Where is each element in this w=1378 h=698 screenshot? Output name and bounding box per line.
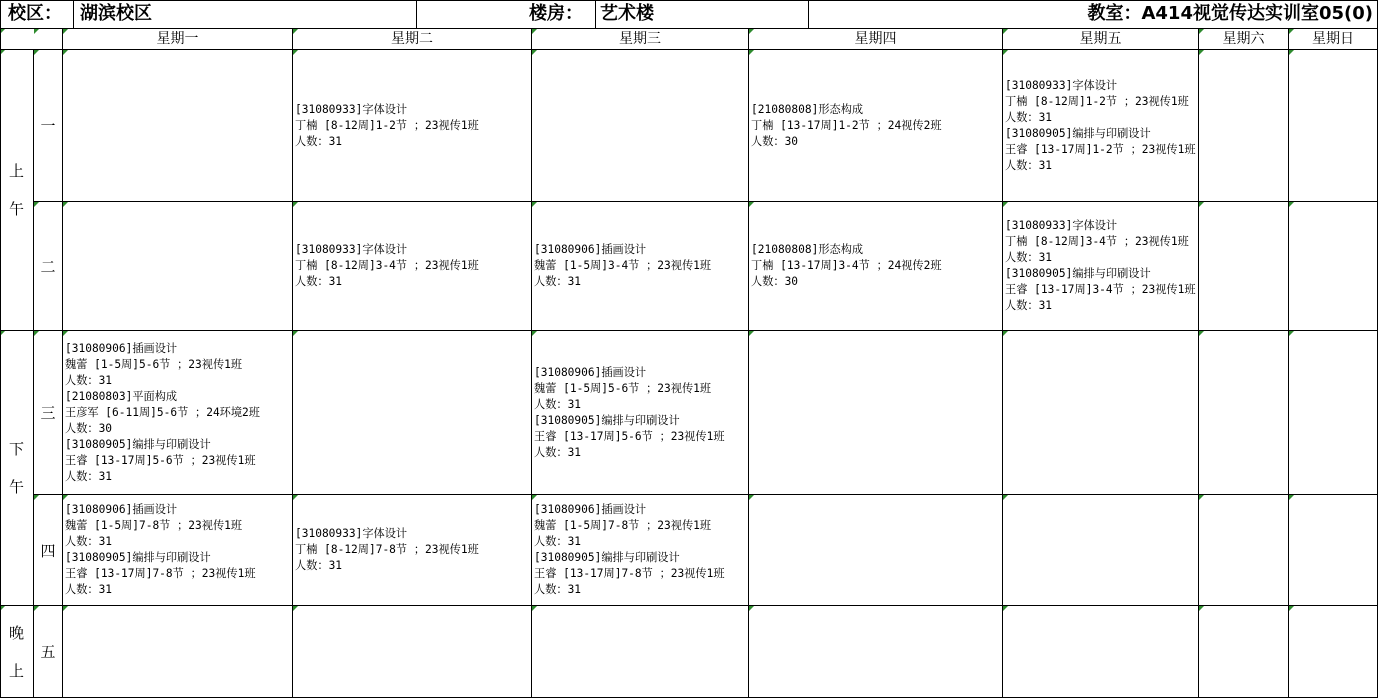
- cell-marker: [1199, 606, 1204, 611]
- period-label-2: [34, 202, 63, 331]
- schedule-cell-p2-d5: [1003, 202, 1199, 331]
- schedule-cell-p1-d6: [1199, 50, 1289, 202]
- schedule-cell-p5-d7: [1289, 606, 1378, 698]
- building-label: 楼房：: [529, 3, 583, 24]
- section-label-3: [0, 606, 34, 698]
- schedule-cell-p1-d3: [532, 50, 749, 202]
- day-header-3: 星期三: [532, 29, 749, 50]
- cell-marker: [0, 50, 5, 55]
- cell-marker: [34, 606, 39, 611]
- section-char: 上: [8, 162, 24, 180]
- cell-marker: [293, 495, 298, 500]
- section-char: 上: [8, 661, 24, 680]
- schedule-cell-p3-d1: [63, 331, 293, 495]
- day-header-row: [0, 29, 1378, 50]
- course-entry: [31080906]插画设计 魏蕾 [1-5周]5-6节 ；23视传1班 人数：31 [21080803]平面构成 王彦军 [6-11周]5-6节 ；24环境2班 人数：30 [31080905]编排与印刷设计 王睿 [13-17周]5-6节 ；23视传1班 人数：31: [65, 341, 260, 483]
- cell-marker: [1003, 495, 1008, 500]
- period-number: 一: [40, 117, 56, 135]
- period-number: 五: [40, 643, 56, 661]
- schedule-cell-p4-d1: [63, 495, 293, 606]
- schedule-cell-p5-d2: [293, 606, 532, 698]
- cell-marker: [1289, 29, 1294, 34]
- campus-value: 湖滨校区: [80, 3, 152, 24]
- cell-marker: [293, 606, 298, 611]
- course-entry: [31080906]插画设计 魏蕾 [1-5周]7-8节 ；23视传1班 人数：31 [31080905]编排与印刷设计 王睿 [13-17周]7-8节 ；23视传1班 人数：31: [534, 503, 725, 596]
- schedule-cell-p2-d6: [1199, 202, 1289, 331]
- course-entry: [31080933]字体设计 丁楠 [8-12周]1-2节 ；23视传1班 人数：31: [295, 102, 479, 148]
- cell-marker: [1199, 202, 1204, 207]
- schedule-cell-p1-d4: [749, 50, 1003, 202]
- schedule-cell-p4-d7: [1289, 495, 1378, 606]
- schedule-cell-p1-d1: [63, 50, 293, 202]
- schedule-cell-p2-d4: [749, 202, 1003, 331]
- course-entry: [21080808]形态构成 丁楠 [13-17周]1-2节 ；24视传2班 人数：30: [751, 102, 942, 148]
- building-divider: [595, 0, 596, 28]
- cell-marker: [749, 331, 754, 336]
- section-label-1: [0, 50, 34, 331]
- day-header-4: 星期四: [749, 29, 1003, 50]
- building-header-cell: [417, 0, 809, 29]
- cell-marker: [34, 29, 39, 34]
- schedule-cell-p2-d2: [293, 202, 532, 331]
- course-entry: [31080906]插画设计 魏蕾 [1-5周]5-6节 ；23视传1班 人数：31 [31080905]编排与印刷设计 王睿 [13-17周]5-6节 ；23视传1班 人数：31: [534, 365, 725, 459]
- schedule-cell-p2-d3: [532, 202, 749, 331]
- day-header-2: 星期二: [293, 29, 532, 50]
- period-number: 二: [40, 257, 56, 276]
- schedule-cell-p4-d5: [1003, 495, 1199, 606]
- schedule-cell-p5-d1: [63, 606, 293, 698]
- cell-marker: [1289, 331, 1294, 336]
- cell-marker: [1199, 29, 1204, 34]
- cell-marker: [1003, 331, 1008, 336]
- cell-marker: [63, 50, 68, 55]
- course-entry: [31080933]字体设计 丁楠 [8-12周]3-4节 ；23视传1班 人数：31 [31080905]编排与印刷设计 王睿 [13-17周]3-4节 ；23视传1班 人数：31: [1005, 219, 1196, 312]
- day-header-7: 星期日: [1289, 29, 1378, 50]
- cell-marker: [63, 202, 68, 207]
- cell-marker: [293, 202, 298, 207]
- course-entry: [31080933]字体设计 丁楠 [8-12周]7-8节 ；23视传1班 人数：31: [295, 527, 479, 572]
- room-title: 教室：A414视觉传达实训室05(0): [1087, 3, 1373, 24]
- cell-marker: [1199, 50, 1204, 55]
- cell-marker: [1289, 202, 1294, 207]
- cell-marker: [749, 50, 754, 55]
- cell-marker: [63, 29, 68, 34]
- schedule-cell-p4-d4: [749, 495, 1003, 606]
- campus-label: 校区：: [8, 3, 62, 24]
- day-header-5: 星期五: [1003, 29, 1199, 50]
- cell-marker: [0, 606, 5, 611]
- section-char: 午: [8, 200, 24, 218]
- schedule-cell-p4-d2: [293, 495, 532, 606]
- period-number: 四: [40, 541, 56, 560]
- cell-marker: [1003, 606, 1008, 611]
- cell-marker: [532, 29, 537, 34]
- cell-marker: [1289, 606, 1294, 611]
- schedule-cell-p5-d6: [1199, 606, 1289, 698]
- cell-marker: [1199, 495, 1204, 500]
- cell-marker: [1289, 50, 1294, 55]
- schedule-cell-p1-d5: [1003, 50, 1199, 202]
- schedule-cell-p3-d7: [1289, 331, 1378, 495]
- cell-marker: [1003, 202, 1008, 207]
- section-char: 晚: [8, 623, 24, 642]
- cell-marker: [293, 50, 298, 55]
- section-label-2: [0, 331, 34, 606]
- course-entry: [31080906]插画设计 魏蕾 [1-5周]3-4节 ；23视传1班 人数：31: [534, 243, 712, 288]
- schedule-cell-p3-d5: [1003, 331, 1199, 495]
- cell-marker: [749, 606, 754, 611]
- day-header-6: 星期六: [1199, 29, 1289, 50]
- course-entry: [31080933]字体设计 丁楠 [8-12周]1-2节 ；23视传1班 人数：31 [31080905]编排与印刷设计 王睿 [13-17周]1-2节 ；23视传1班 人数：31: [1005, 78, 1196, 172]
- corner-cell: [0, 29, 63, 50]
- schedule-cell-p5-d4: [749, 606, 1003, 698]
- campus-divider: [73, 0, 74, 28]
- cell-marker: [293, 331, 298, 336]
- cell-marker: [532, 202, 537, 207]
- cell-marker: [1003, 29, 1008, 34]
- cell-marker: [532, 331, 537, 336]
- schedule-cell-p1-d2: [293, 50, 532, 202]
- cell-marker: [749, 495, 754, 500]
- cell-marker: [0, 29, 5, 34]
- schedule-cell-p5-d3: [532, 606, 749, 698]
- cell-marker: [1003, 50, 1008, 55]
- period-number: 三: [40, 404, 56, 422]
- cell-marker: [749, 29, 754, 34]
- cell-marker: [34, 50, 39, 55]
- section-char: 下: [8, 440, 24, 458]
- cell-marker: [532, 606, 537, 611]
- room-header-cell: [809, 0, 1378, 29]
- course-entry: [31080906]插画设计 魏蕾 [1-5周]7-8节 ；23视传1班 人数：31 [31080905]编排与印刷设计 王睿 [13-17周]7-8节 ；23视传1班 人数：31: [65, 503, 256, 596]
- period-label-3: [34, 331, 63, 495]
- schedule-cell-p1-d7: [1289, 50, 1378, 202]
- cell-marker: [63, 331, 68, 336]
- course-entry: [21080808]形态构成 丁楠 [13-17周]3-4节 ；24视传2班 人数：30: [751, 243, 942, 288]
- course-entry: [31080933]字体设计 丁楠 [8-12周]3-4节 ；23视传1班 人数：31: [295, 243, 479, 288]
- period-label-5: [34, 606, 63, 698]
- cell-marker: [63, 495, 68, 500]
- schedule-cell-p2-d1: [63, 202, 293, 331]
- schedule-cell-p4-d6: [1199, 495, 1289, 606]
- period-label-4: [34, 495, 63, 606]
- cell-marker: [34, 495, 39, 500]
- cell-marker: [749, 202, 754, 207]
- schedule-cell-p3-d4: [749, 331, 1003, 495]
- cell-marker: [532, 495, 537, 500]
- schedule-cell-p3-d3: [532, 331, 749, 495]
- cell-marker: [293, 29, 298, 34]
- cell-marker: [34, 202, 39, 207]
- campus-header-cell: [0, 0, 417, 29]
- cell-marker: [1289, 495, 1294, 500]
- building-value: 艺术楼: [600, 3, 654, 24]
- cell-marker: [1199, 331, 1204, 336]
- schedule-cell-p4-d3: [532, 495, 749, 606]
- cell-marker: [34, 331, 39, 336]
- period-label-1: [34, 50, 63, 202]
- day-header-1: 星期一: [63, 29, 293, 50]
- cell-marker: [63, 606, 68, 611]
- section-char: 午: [8, 478, 24, 496]
- schedule-cell-p2-d7: [1289, 202, 1378, 331]
- schedule-cell-p3-d6: [1199, 331, 1289, 495]
- cell-marker: [532, 50, 537, 55]
- cell-marker: [0, 331, 5, 336]
- schedule-cell-p3-d2: [293, 331, 532, 495]
- schedule-cell-p5-d5: [1003, 606, 1199, 698]
